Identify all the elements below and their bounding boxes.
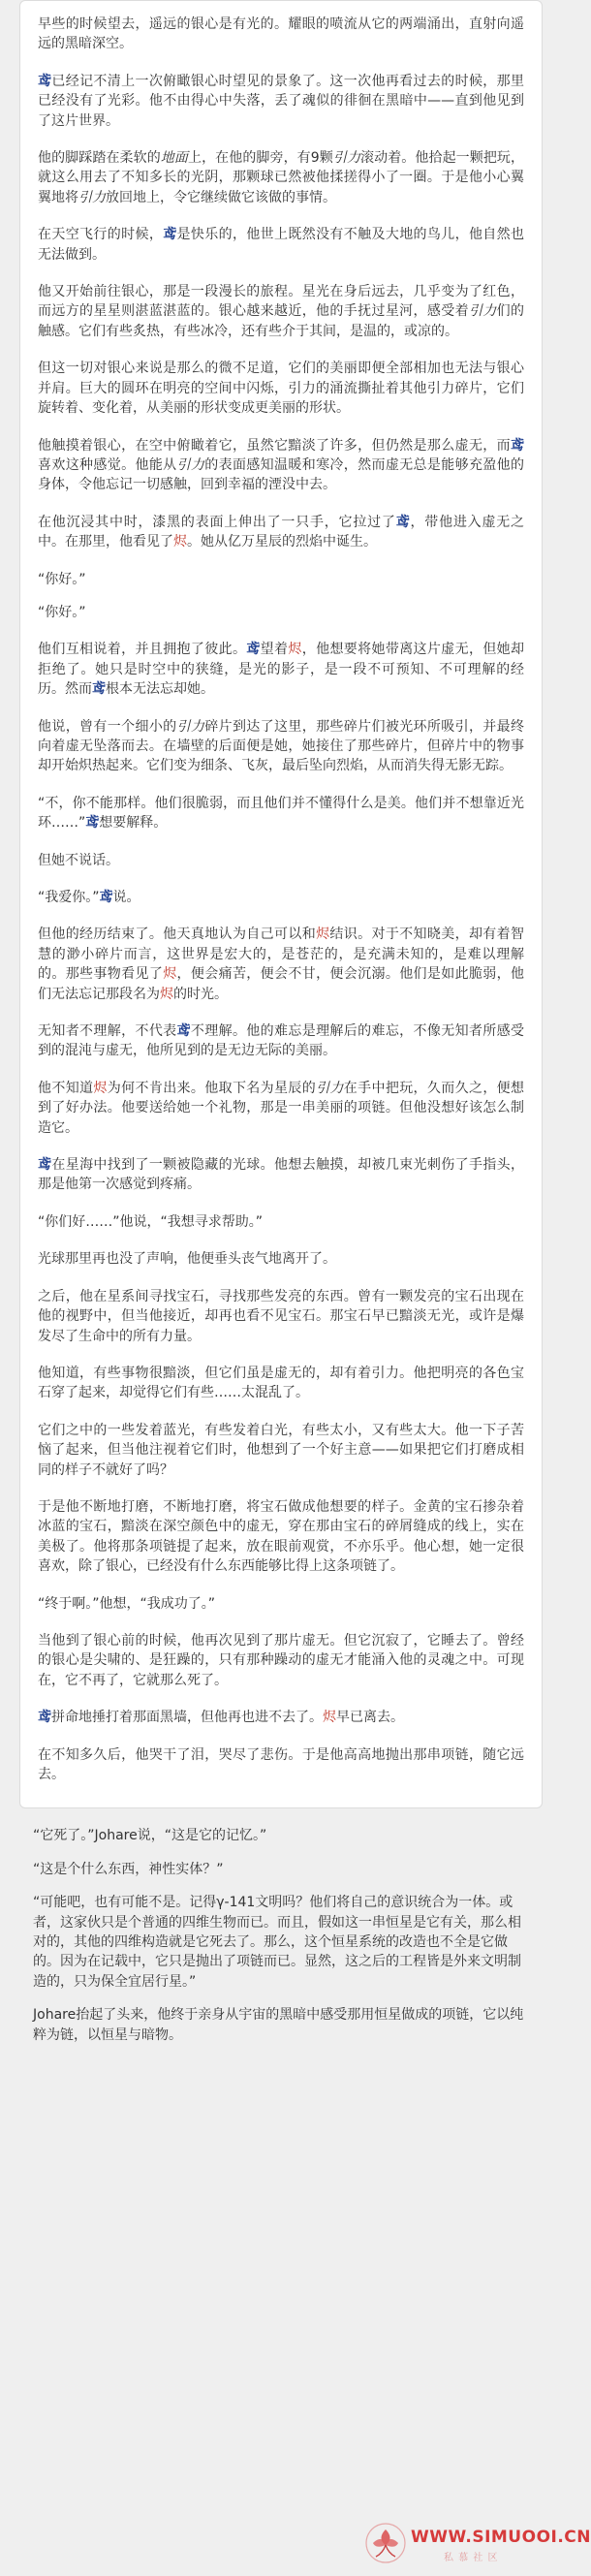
name-jin: 烬 bbox=[323, 1710, 336, 1726]
story-card bbox=[19, 0, 543, 1808]
text-span: 他们互相说着，并且拥抱了彼此。 bbox=[38, 642, 247, 658]
name-jin: 烬 bbox=[163, 966, 177, 983]
story-paragraph: 于是他不断地打磨，不断地打磨，将宝石做成他想要的样子。金黄的宝石掺杂着冰蓝的宝石，黯淡在深空颜色中的虚无，穿在那由宝石的碎屑缝成的线上，实在美极了。他将那条项链提了起来，放在眼前观赏，不亦乐乎。他心想，她一定很喜欢，除了银心，已经没有什么东西能够比得上这条项链了。 bbox=[38, 1498, 524, 1575]
story-paragraph: “你们好……”他说，“我想寻求帮助。” bbox=[38, 1213, 264, 1230]
name-jin: 烬 bbox=[93, 1080, 108, 1096]
name-jin: 烬 bbox=[173, 534, 187, 550]
story-paragraph: 之后，他在星系间寻找宝石，寻找那些发亮的东西。曾有一颗发亮的宝石出现在他的视野中，但当他接近，却再也看不见宝石。那宝石早已黯淡无光，或许是爆发尽了生命中的所有力量。 bbox=[38, 1288, 524, 1344]
text-span: 们的触感。它们有些炙热，有些冰冷，还有些介于其间，是温的，或凉的。 bbox=[38, 303, 525, 339]
text-span: 已经记不清上一次俯瞰银心时望见的景象了。这一次他再看过去的时候，那里已经没有了光彩。他不由得心中失落，丢了魂似的徘徊在黑暗中——直到他见到了这片世界。 bbox=[38, 73, 525, 129]
name-yuan: 鸢 bbox=[99, 890, 113, 905]
name-yuan: 鸢 bbox=[176, 1023, 191, 1040]
text-span: 他又开始前往银心，那是一段漫长的旅程。星光在身后远去，几乎变为了红色，而远方的星星则湛蓝湛蓝的。银心越来越近，他的手抚过星河，感受着 bbox=[38, 284, 524, 320]
text-span: 在天空飞行的时候， bbox=[38, 227, 164, 243]
text-span: 是快乐的，他世上既然没有不触及大地的鸟儿，他自然也无法做到。 bbox=[38, 227, 525, 263]
story-paragraph: “你好。” bbox=[38, 604, 86, 620]
story-paragraph bbox=[38, 225, 524, 265]
story-paragraph: 当他到了银心前的时候，他再次见到了那片虚无。但它沉寂了，它睡去了。曾经的银心是尖啸的、是狂躁的，只有那种躁动的虚无才能涌入他的灵魂之中。可现在，它不再了，它就那么死了。 bbox=[38, 1632, 524, 1688]
term-gravity: 引力 bbox=[316, 1080, 344, 1096]
story-paragraph: 他知道，有些事物很黯淡，但它们虽是虚无的，却有着引力。他把明亮的各色宝石穿了起来，却觉得它们有些……太混乱了。 bbox=[38, 1365, 524, 1401]
outer-paragraph: “它死了。”Johare说，“这是它的记忆。” bbox=[33, 1828, 267, 1844]
story-paragraph bbox=[38, 1021, 524, 1061]
outer-paragraph: Johare抬起了头来，他终于亲身从宇宙的黑暗中感受那用恒星做成的项链，它以纯粹为链，以恒星与暗物。 bbox=[33, 2007, 524, 2043]
text-span: 他的脚踩踏在柔软的 bbox=[38, 150, 161, 167]
text-span: 放回地上，令它继续做它该做的事情。 bbox=[106, 189, 336, 205]
name-yuan: 鸢 bbox=[38, 73, 52, 89]
text-span: 喜欢这种感觉。他能从 bbox=[38, 456, 177, 473]
story-paragraph bbox=[38, 1079, 524, 1138]
text-span: 根本无法忘却她。 bbox=[106, 681, 214, 698]
name-yuan: 鸢 bbox=[163, 227, 177, 243]
outer-paragraph: “可能吧，也有可能不是。记得γ-141文明吗？他们将自己的意识统合为一体。或者，这家伙只是个普通的四维生物而已。而且，假如这一串恒星是它有关，那么相对的，其他的四维构造就是它死去了。那么，这个恒星系统的改造也不全是它做的。因为在记载中，它只是抛出了项链而已。显然，这之后的工程皆是外来文明制造的，只为保全宜居行星。” bbox=[33, 1895, 521, 1990]
story-paragraph: 在不知多久后，他哭干了泪，哭尽了悲伤。于是他高高地抛出那串项链，随它远去。 bbox=[38, 1746, 524, 1782]
story-paragraph bbox=[38, 1155, 524, 1195]
story-paragraph: 它们之中的一些发着蓝光，有些发着白光，有些太小，又有些太大。他一下子苦恼了起来，但当他注视着它们时，他想到了一个好主意——如果把它们打磨成相同的样子不就好了吗？ bbox=[38, 1422, 524, 1478]
text-span: 他不知道 bbox=[38, 1080, 94, 1096]
text-span: ，带他进入虚无之中。在那里，他看见了 bbox=[38, 514, 525, 550]
text-span: 在他沉浸其中时，漆黑的表面上伸出了一只手，它拉过了 bbox=[38, 514, 396, 530]
text-span: 的表面感知温暖和寒冷，然而虚无总是能够充盈他的身体，令他忘记一切感触，回到幸福的湮没中去。 bbox=[38, 456, 525, 493]
story-paragraph bbox=[38, 436, 524, 495]
story-paragraph bbox=[38, 1708, 524, 1727]
name-jin: 烬 bbox=[316, 927, 330, 943]
name-yuan: 鸢 bbox=[38, 1157, 52, 1174]
name-yuan: 鸢 bbox=[85, 815, 100, 832]
term-gravity: 引力 bbox=[468, 303, 497, 320]
name-jin: 烬 bbox=[288, 642, 302, 658]
story-paragraph bbox=[38, 640, 524, 699]
story-paragraph: 早些的时候望去，遥远的银心是有光的。耀眼的喷流从它的两端涌出，直射向遥远的黑暗深空。 bbox=[38, 16, 524, 52]
term-ground: 地面 bbox=[160, 150, 188, 167]
outer-paragraph: “这是个什么东西，神性实体？” bbox=[33, 1861, 224, 1877]
text-span: “不，你不能那样。他们很脆弱，而且他们并不懂得什么是美。他们并不想靠近光环……” bbox=[38, 795, 524, 832]
text-span: 在星海中找到了一颗被隐藏的光球。他想去触摸，却被几束光刺伤了手指头，那是他第一次感觉到疼痛。 bbox=[38, 1157, 525, 1193]
name-yuan: 鸢 bbox=[38, 1710, 51, 1726]
story-paragraph: 但她不说话。 bbox=[38, 852, 119, 868]
watermark-name: 私 慕 社 区 bbox=[444, 2553, 499, 2563]
text-span: 他触摸着银心，在空中俯瞰着它，虽然它黯淡了许多，但仍然是那么虚无，而 bbox=[38, 437, 511, 454]
flower-logo-icon bbox=[364, 2522, 407, 2564]
text-span: 望着 bbox=[260, 642, 289, 658]
text-span: 上，在他的脚旁，有9颗 bbox=[187, 150, 333, 167]
story-paragraph bbox=[38, 72, 524, 131]
text-span: 说。 bbox=[112, 890, 140, 905]
text-span: 。她从亿万星辰的烈焰中诞生。 bbox=[187, 534, 377, 550]
watermark-url: WWW.SIMUOOI.CN bbox=[411, 2528, 591, 2547]
name-jin: 烬 bbox=[160, 986, 173, 1002]
story-paragraph: “你好。” bbox=[38, 571, 86, 587]
name-yuan: 鸢 bbox=[246, 642, 261, 658]
text-span: 的时光。 bbox=[173, 986, 228, 1002]
text-span: 他说，曾有一个细小的 bbox=[38, 718, 177, 735]
text-span: “我爱你。” bbox=[38, 890, 100, 905]
text-span: 无知者不理解，不代表 bbox=[38, 1023, 177, 1040]
text-span: 不理解。他的难忘是理解后的难忘，不像无知者所感受到的混沌与虚无，他所见到的是无边无际的美丽。 bbox=[38, 1023, 525, 1059]
story-paragraph: 光球那里再也没了声响，他便垂头丧气地离开了。 bbox=[38, 1251, 336, 1268]
story-paragraph bbox=[38, 513, 524, 552]
term-gravity: 引力 bbox=[176, 718, 205, 735]
text-span: 碎片到达了这里，那些碎片们被光环所吸引，并最终向着虚无坠落而去。在墙壁的后面便是她，她接住了那些碎片，但碎片中的物事却开始炽热起来。它们变为细条、飞灰，最后坠向烈焰，从而消失得无影无踪。 bbox=[38, 718, 525, 774]
term-gravity: 引力 bbox=[332, 150, 361, 167]
name-yuan: 鸢 bbox=[511, 437, 524, 454]
story-paragraph: “终于啊。”他想，“我成功了。” bbox=[38, 1595, 216, 1612]
story-paragraph bbox=[38, 717, 524, 776]
term-gravity: 引力 bbox=[78, 189, 106, 205]
story-paragraph bbox=[38, 925, 524, 1004]
story-paragraph bbox=[38, 794, 524, 833]
text-span: 早已离去。 bbox=[336, 1710, 404, 1726]
story-paragraph: 但这一切对银心来说是那么的微不足道，它们的美丽即便全部相加也无法与银心并肩。巨大的圆环在明亮的空间中闪烁，引力的涌流撕扯着其他引力碎片，它们旋转着、变化着，从美丽的形状变成更美丽的形状。 bbox=[38, 361, 524, 417]
outer-text bbox=[19, 1808, 543, 2045]
text-span: 但他的经历结束了。他天真地认为自己可以和 bbox=[38, 927, 317, 943]
text-span: 为何不肯出来。他取下名为星辰的 bbox=[107, 1080, 317, 1096]
name-yuan: 鸢 bbox=[395, 514, 411, 530]
story-paragraph bbox=[38, 888, 524, 907]
term-gravity: 引力 bbox=[176, 456, 205, 473]
text-span: 拼命地捶打着那面黑墙，但他再也进不去了。 bbox=[51, 1710, 323, 1726]
text-span: 结识。对于不知晓美，却有着智慧的渺小碎片而言，这世界是宏大的，是苍茫的，是充满未知的，是难以理解的。那些事物看见了 bbox=[38, 927, 525, 983]
site-watermark bbox=[364, 2520, 591, 2568]
text-span: ，他想要将她带离这片虚无，但她却拒绝了。她只是时空中的狭缝，是光的影子，是一段不可预知、不可理解的经历。然而 bbox=[38, 642, 525, 698]
text-span: ，便会痛苦，便会不甘，便会沉溺。他们是如此脆弱，他们无法忘记那段名为 bbox=[38, 966, 525, 1002]
story-paragraph bbox=[38, 148, 524, 207]
text-span: 在手中把玩，久而久之，便想到了好办法。他要送给她一个礼物，那是一串美丽的项链。但他没想好该怎么制造它。 bbox=[38, 1080, 525, 1136]
name-yuan: 鸢 bbox=[92, 681, 106, 698]
text-span: 滚动着。他拾起一颗把玩，就这么用去了不知多长的光阴，那颗球已然被他揉搓得小了一圈。于是他小心翼翼地将 bbox=[38, 150, 525, 205]
story-paragraph bbox=[38, 282, 524, 341]
text-span: 想要解释。 bbox=[99, 815, 168, 832]
